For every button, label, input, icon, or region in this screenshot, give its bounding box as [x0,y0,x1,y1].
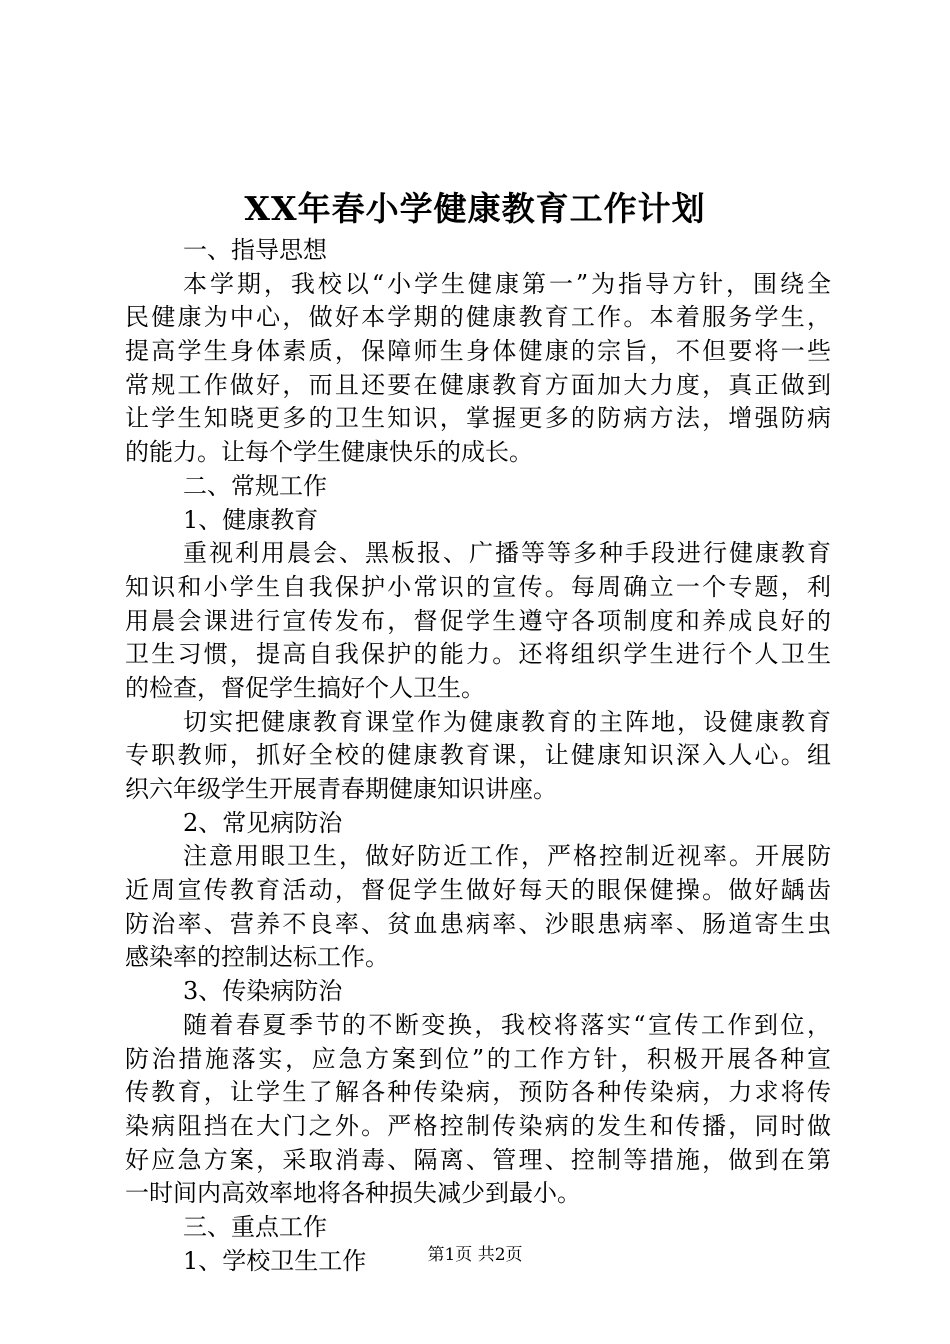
text-line: 民健康为中心，做好本学期的健康教育工作。本着服务学生， [125,303,831,332]
document-title: XX年春小学健康教育工作计划 [244,189,706,228]
text-line: 知识和小学生自我保护小常识的宣传。每周确立一个专题，利 [125,572,831,601]
text-line: 专职教师，抓好全校的健康教育课，让健康知识深入人心。组 [125,741,831,770]
text-line: 近周宣传教育活动，督促学生做好每天的眼保健操。做好龋齿 [125,876,831,905]
text-line: 一时间内高效率地将各种损失减少到最小。 [125,1179,581,1208]
text-line: 本学期，我校以“小学生健康第一”为指导方针，围绕全 [183,269,831,298]
text-line: 一、指导思想 [183,236,327,264]
text-line: 随着春夏季节的不断变换，我校将落实“宣传工作到位， [183,1010,831,1039]
text-line: 1、健康教育 [183,505,319,534]
text-line: 好应急方案，采取消毒、隔离、管理、控制等措施，做到在第 [125,1145,831,1174]
text-line: 切实把健康教育课堂作为健康教育的主阵地，设健康教育 [183,707,831,736]
text-line: 2、常见病防治 [183,808,343,837]
text-line: 卫生习惯，提高自我保护的能力。还将组织学生进行个人卫生 [125,640,831,669]
text-line: 重视利用晨会、黑板报、广播等等多种手段进行健康教育 [183,539,831,568]
text-line: 1、学校卫生工作 [183,1246,367,1275]
page-footer: 第1页 共2页 [427,1245,523,1265]
text-line: 织六年级学生开展青春期健康知识讲座。 [125,775,557,803]
text-line: 三、重点工作 [183,1212,327,1241]
text-line: 防治率、营养不良率、贫血患病率、沙眼患病率、肠道寄生虫 [125,909,831,938]
document-body [125,234,831,1278]
text-line: 3、传染病防治 [183,977,343,1006]
text-line: 常规工作做好，而且还要在健康教育方面加大力度，真正做到 [125,370,831,399]
text-line: 的检查，督促学生搞好个人卫生。 [125,673,485,702]
text-line: 传教育，让学生了解各种传染病，预防各种传染病，力求将传 [125,1078,831,1107]
text-line: 用晨会课进行宣传发布，督促学生遵守各项制度和养成良好的 [125,606,831,635]
text-line: 二、常规工作 [183,471,327,500]
text-line: 防治措施落实，应急方案到位”的工作方针，积极开展各种宣 [125,1044,831,1073]
text-line: 感染率的控制达标工作。 [125,943,389,972]
text-line: 的能力。让每个学生健康快乐的成长。 [125,438,533,467]
text-line: 注意用眼卫生，做好防近工作，严格控制近视率。开展防 [183,842,831,871]
text-line: 染病阻挡在大门之外。严格控制传染病的发生和传播，同时做 [125,1111,831,1140]
text-line: 让学生知晓更多的卫生知识，掌握更多的防病方法，增强防病 [125,404,831,433]
text-line: 提高学生身体素质，保障师生身体健康的宗旨，不但要将一些 [125,337,831,366]
